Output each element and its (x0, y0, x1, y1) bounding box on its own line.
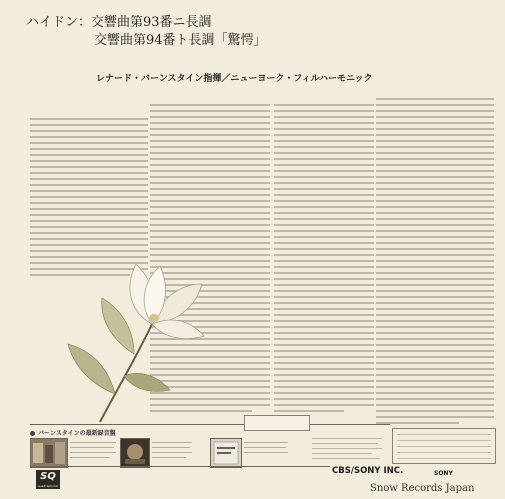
label-box (244, 415, 310, 431)
album-thumbnail-2 (120, 438, 150, 468)
footer-divider (30, 466, 330, 467)
conductor-line: レナード・バーンスタイン指揮／ニューヨーク・フィルハーモニック (96, 74, 373, 84)
album-thumbnail-3 (210, 438, 242, 468)
quadraphonic-logo: SQ quadraphonic (37, 471, 59, 488)
title-line-1: ハイドン：交響曲第93番ニ長調 (26, 15, 212, 30)
recording-info-box (392, 428, 496, 464)
body-column-right (376, 98, 494, 428)
magnolia-illustration (60, 254, 210, 426)
shop-watermark: Snow Records Japan (370, 483, 475, 494)
body-column-third (274, 104, 374, 416)
sony-logo: SONY (434, 470, 453, 477)
publisher-label: CBS/SONY INC. (332, 466, 404, 476)
section-divider (30, 424, 390, 425)
title-line-2: 交響曲第94番ト長調「驚愕」 (94, 33, 267, 48)
recordings-heading: バーンスタインの最新録音盤 (30, 428, 116, 437)
album-thumbnail-1 (30, 438, 68, 468)
